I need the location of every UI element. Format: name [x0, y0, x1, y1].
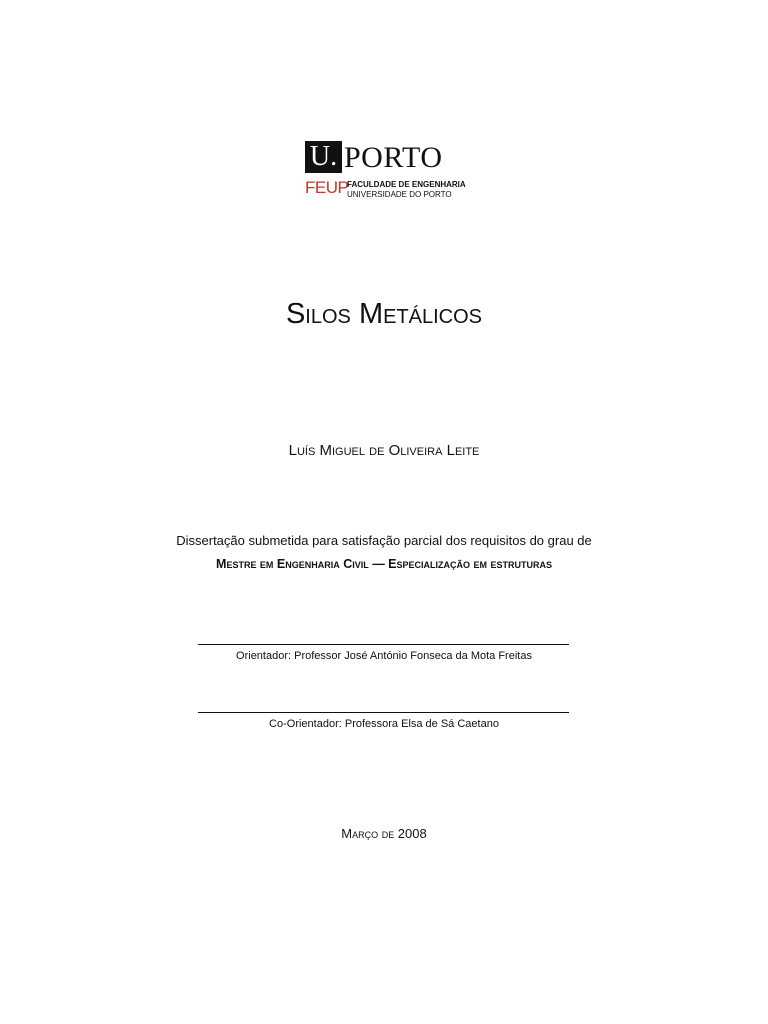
logo-faculty-line2: UNIVERSIDADE DO PORTO	[347, 190, 452, 199]
uporto-feup-logo	[305, 141, 475, 201]
logo-u-mark: U.	[305, 141, 342, 173]
submission-statement: Dissertação submetida para satisfação parcial dos requisitos do grau de	[176, 533, 592, 548]
advisor-label: Orientador: Professor José António Fonseca da Mota Freitas	[236, 650, 532, 662]
logo-porto-text: PORTO	[344, 141, 443, 174]
logo-faculty-line1: FACULDADE DE ENGENHARIA	[347, 180, 466, 189]
author-name: Luís Miguel de Oliveira Leite	[288, 442, 480, 459]
co-advisor-label: Co-Orientador: Professora Elsa de Sá Caetano	[269, 718, 499, 730]
document-title: Silos Metálicos	[285, 298, 483, 330]
document-date: Março de 2008	[341, 826, 427, 841]
degree-name: Mestre em Engenharia Civil — Especialização em estruturas	[216, 557, 552, 571]
co-advisor-signature-line	[198, 712, 569, 713]
logo-feup-text: FEUP	[305, 178, 349, 197]
advisor-signature-line	[198, 644, 569, 645]
